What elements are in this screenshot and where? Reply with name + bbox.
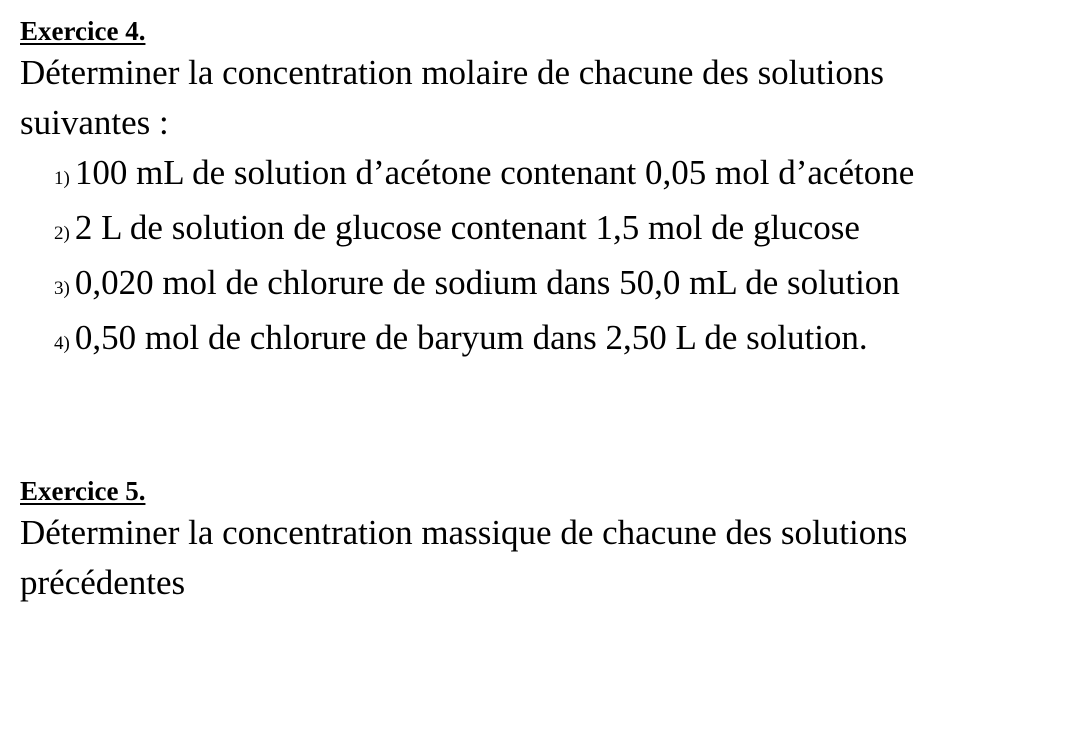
item-text: 2 L de solution de glucose contenant 1,5 mol de glucose — [74, 208, 860, 247]
item-number: 2) — [54, 223, 70, 244]
list-item — [54, 313, 1088, 368]
exercise-4 — [20, 14, 1088, 368]
exercise-4-title: Exercice 4. — [20, 16, 146, 46]
item-number: 4) — [54, 333, 70, 354]
item-text: 0,020 mol de chlorure de sodium dans 50,0 mL de solution — [74, 263, 900, 302]
exercise-5-title: Exercice 5. — [20, 476, 146, 506]
item-number: 3) — [54, 278, 70, 299]
item-text: 100 mL de solution d’acétone contenant 0,05 mol d’acétone — [74, 153, 915, 192]
exercise-5 — [20, 474, 1088, 608]
list-item — [54, 148, 1088, 203]
list-item — [54, 258, 1088, 313]
exercise-5-text-line-1: Déterminer la concentration massique de chacune des solutions — [20, 513, 908, 552]
item-number: 1) — [54, 168, 70, 189]
exercise-4-intro-line-1: Déterminer la concentration molaire de chacune des solutions — [20, 53, 884, 92]
exercise-4-intro-line-2: suivantes : — [20, 103, 169, 142]
item-text: 0,50 mol de chlorure de baryum dans 2,50 L de solution. — [74, 318, 868, 357]
exercise-5-text-line-2: précédentes — [20, 563, 186, 602]
exercise-4-list — [20, 148, 1088, 368]
list-item — [54, 203, 1088, 258]
